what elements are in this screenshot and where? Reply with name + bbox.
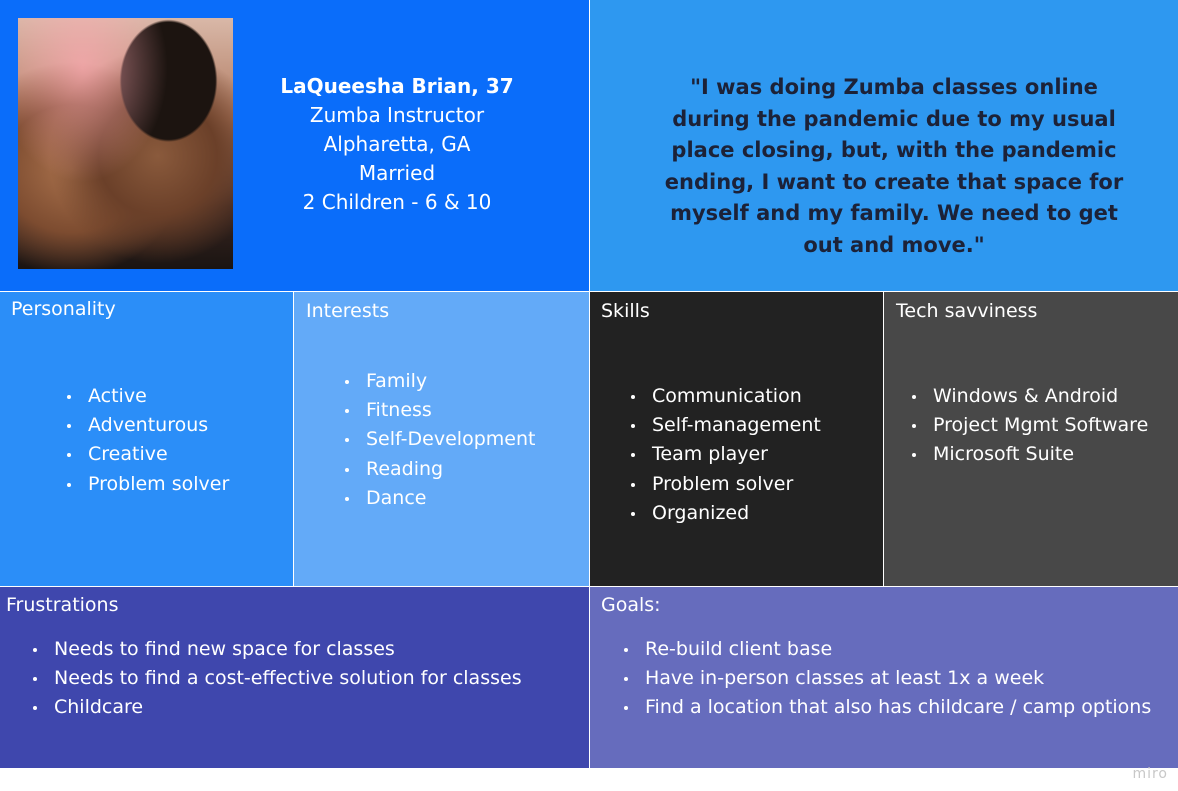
list-item: Have in-person classes at least 1x a week: [645, 664, 1151, 693]
tech-savviness-title: Tech savviness: [896, 300, 1038, 322]
list-item: Organized: [652, 499, 821, 528]
persona-name: LaQueesha Brian, 37: [280, 74, 514, 98]
list-item: Family: [366, 367, 535, 396]
goals-card: [590, 587, 1178, 768]
list-item: Dance: [366, 484, 535, 513]
list-item: Reading: [366, 455, 535, 484]
persona-location: Alpharetta, GA: [323, 132, 471, 156]
goals-list: [645, 635, 1151, 723]
list-item: Self-Development: [366, 425, 535, 454]
list-item: Find a location that also has childcare / camp options: [645, 693, 1151, 722]
list-item: Problem solver: [652, 470, 821, 499]
interests-title: Interests: [306, 300, 390, 322]
profile-card: [0, 0, 589, 291]
skills-title: Skills: [601, 300, 650, 322]
list-item: Creative: [88, 440, 229, 469]
frustrations-title: Frustrations: [6, 594, 119, 616]
list-item: Communication: [652, 382, 821, 411]
list-item: Self-management: [652, 411, 821, 440]
interests-list: [366, 367, 535, 513]
persona-quote: "I was doing Zumba classes online during the pandemic due to my usual place closing, but, with the pandemic ending, I want to create that space for myself and my family. We need to get out and move.": [664, 75, 1124, 257]
tech-savviness-card: [884, 292, 1178, 586]
interests-card: [294, 292, 589, 586]
tech-savviness-list: [933, 382, 1148, 470]
list-item: Fitness: [366, 396, 535, 425]
persona-marital-status: Married: [358, 161, 436, 185]
list-item: Adventurous: [88, 411, 229, 440]
list-item: Problem solver: [88, 470, 229, 499]
profile-photo: [18, 18, 233, 269]
list-item: Re-build client base: [645, 635, 1151, 664]
list-item: Microsoft Suite: [933, 440, 1148, 469]
skills-card: [590, 292, 883, 586]
miro-watermark: miro: [1132, 766, 1168, 782]
list-item: Childcare: [54, 693, 522, 722]
personality-card: [0, 292, 293, 586]
frustrations-card: [0, 587, 589, 768]
list-item: Project Mgmt Software: [933, 411, 1148, 440]
skills-list: [652, 382, 821, 528]
list-item: Team player: [652, 440, 821, 469]
persona-children: 2 Children - 6 & 10: [302, 190, 492, 214]
list-item: Windows & Android: [933, 382, 1148, 411]
personality-list: [88, 382, 229, 499]
quote-card: [590, 0, 1178, 291]
goals-title: Goals:: [601, 594, 661, 616]
list-item: Active: [88, 382, 229, 411]
persona-occupation: Zumba Instructor: [309, 103, 485, 127]
list-item: Needs to find new space for classes: [54, 635, 522, 664]
frustrations-list: [54, 635, 522, 723]
personality-title: Personality: [11, 298, 116, 320]
profile-details: [262, 72, 532, 217]
list-item: Needs to find a cost-effective solution for classes: [54, 664, 522, 693]
